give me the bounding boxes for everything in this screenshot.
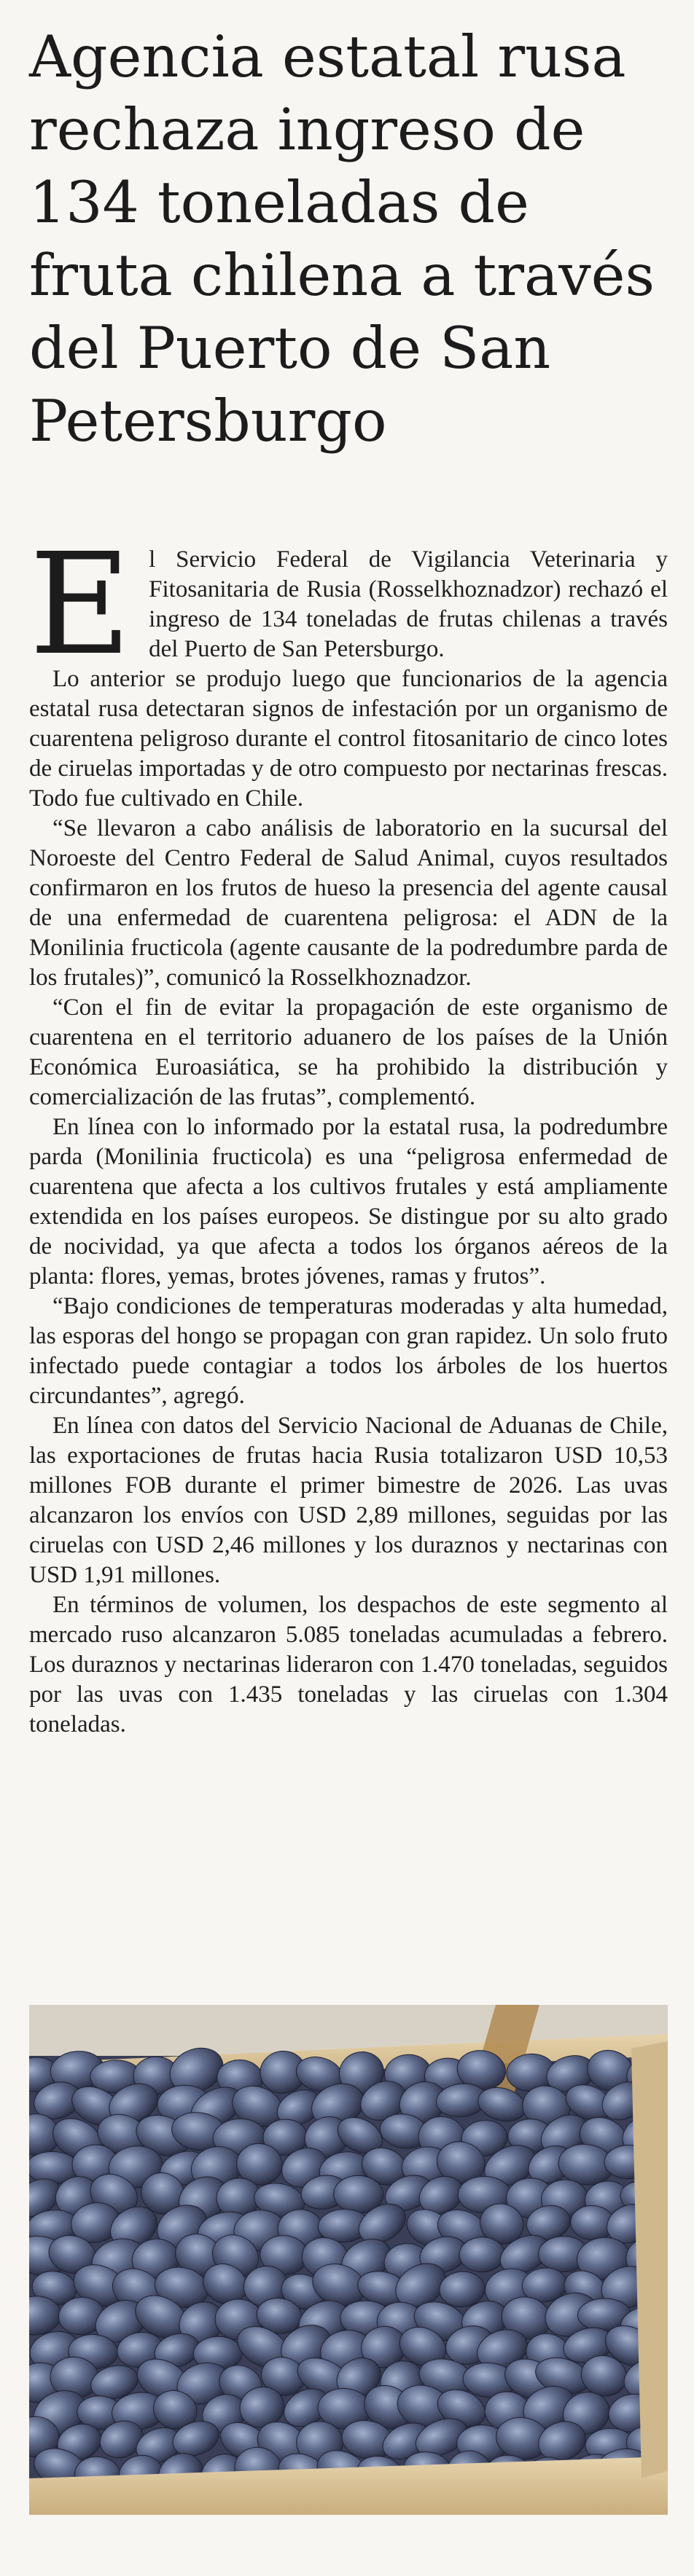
paragraph: “Se llevaron a cabo análisis de laboratorio en la sucursal del Noroeste del Centro Federal de Salud Animal, cuyos resultados confirmaron en los frutos de hueso la presencia del agente causal de una enfermedad de cuarentena peligrosa: el ADN de la Monilinia fructicola (agente causante de la podredumbre parda de los frutales)”, comunicó la Rosselkhoznadzor. <box>29 815 668 991</box>
lead-paragraph <box>29 524 668 686</box>
headline-line: rechaza ingreso de <box>29 96 585 163</box>
headline-line: Agencia estatal rusa <box>29 23 626 90</box>
headline-line: fruta chilena a través <box>29 242 655 309</box>
headline <box>29 20 671 458</box>
plums-crate-photo <box>29 2005 668 2515</box>
paragraph: En términos de volumen, los despachos de este segmento al mercado ruso alcanzaron 5.085 toneladas acumuladas a febrero. Los duraznos y nectarinas lideraron con 1.470 toneladas, seguidos por las uvas con 1.435 toneladas y las ciruelas con 1.304 toneladas. <box>29 1592 668 1737</box>
paragraph: Lo anterior se produjo luego que funcionarios de la agencia estatal rusa detectaran signos de infestación por un organismo de cuarentena peligroso durante el control fitosanitario de cinco lotes de ciruelas importadas y de otro compuesto por nectarinas frescas. Todo fue cultivado en Chile. <box>29 666 668 812</box>
headline-line: 134 toneladas de <box>29 169 529 236</box>
plums-illustration <box>29 2005 668 2515</box>
drop-cap: E <box>29 524 132 686</box>
article-body <box>29 524 668 1740</box>
paragraph: En línea con lo informado por la estatal rusa, la podredumbre parda (Monilinia fructicola) es una “peligrosa enfermedad de cuarentena que afecta a los cultivos frutales y está ampliamente extendida en los países europeos. Se distingue por su alto grado de nocividad, ya que afecta a todos los órganos aéreos de la planta: flores, yemas, brotes jóvenes, ramas y frutos”. <box>29 1114 668 1289</box>
paragraph-text: l Servicio Federal de Vigilancia Veterinaria y Fitosanitaria de Rusia (Rosselkhoznadzor) rechazó el ingreso de 134 toneladas de frutas chilenas a través del Puerto de San Petersburgo. <box>149 546 668 662</box>
headline-line: del Puerto de San <box>29 315 551 382</box>
paragraph: “Con el fin de evitar la propagación de este organismo de cuarentena en el territorio aduanero de los países de la Unión Económica Euroasiática, se ha prohibido la distribución y comercialización de las frutas”, complementó. <box>29 994 668 1110</box>
plum <box>459 2237 505 2273</box>
headline-line: Petersburgo <box>29 388 387 455</box>
paragraph: “Bajo condiciones de temperaturas moderadas y alta humedad, las esporas del hongo se propagan con gran rapidez. Un solo fruto infectado puede contagiar a todos los árboles de los huertos circundantes”, agregó. <box>29 1293 668 1409</box>
paragraph: En línea con datos del Servicio Nacional de Aduanas de Chile, las exportaciones de frutas hacia Rusia totalizaron USD 10,53 millones FOB durante el primer bimestre de 2026. Las uvas alcanzaron los envíos con USD 2,89 millones, seguidas por las ciruelas con USD 2,46 millones y los duraznos y nectarinas con USD 1,91 millones. <box>29 1413 668 1588</box>
